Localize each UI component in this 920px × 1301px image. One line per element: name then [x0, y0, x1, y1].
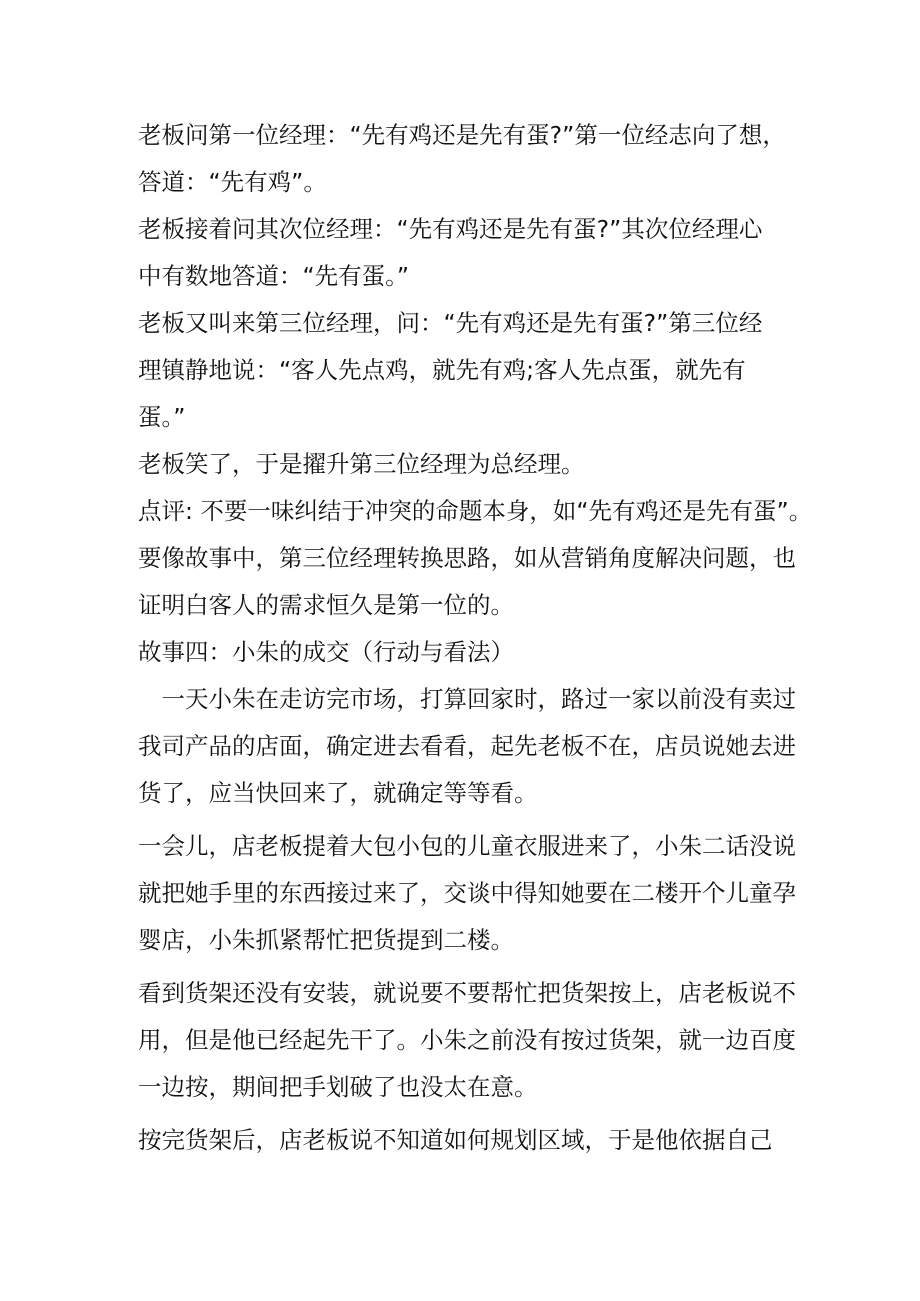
- text-line: 就把她手里的东西接过来了，交谈中得知她要在二楼开个儿童孕: [138, 879, 796, 907]
- text-line: 老板又叫来第三位经理，问：“先有鸡还是先有蛋?”第三位经: [138, 309, 763, 337]
- document-body: [138, 112, 813, 1164]
- text-line: 按完货架后，店老板说不知道如何规划区域，于是他依据自己: [138, 1126, 773, 1154]
- text-line: 我司产品的店面，确定进去看看，起先老板不在，店员说她去进: [138, 732, 796, 760]
- section-heading: 故事四：小朱的成交（行动与看法）: [138, 638, 514, 666]
- text-line: 答道：“先有鸡”。: [138, 168, 327, 196]
- text-line: 老板笑了，于是擢升第三位经理为总经理。: [138, 450, 585, 478]
- text-line: 货了，应当快回来了，就确定等等看。: [138, 779, 538, 807]
- text-line: 要像故事中，第三位经理转换思路，如从营销角度解决问题，也: [138, 544, 796, 572]
- text-line: 用，但是他已经起先干了。小朱之前没有按过货架，就一边百度: [138, 1026, 796, 1054]
- text-line: 一边按，期间把手划破了也没太在意。: [138, 1073, 538, 1101]
- text-line: 老板问第一位经理：“先有鸡还是先有蛋?”第一位经志向了想，: [138, 121, 786, 149]
- text-line: 中有数地答道：“先有蛋。”: [138, 262, 410, 290]
- text-line: 老板接着问其次位经理：“先有鸡还是先有蛋?”其次位经理心: [138, 215, 763, 243]
- text-line: 一会儿，店老板提着大包小包的儿童衣服进来了，小朱二话没说: [138, 832, 796, 860]
- text-line: 证明白客人的需求恒久是第一位的。: [138, 591, 514, 619]
- text-line: 理镇静地说：“客人先点鸡，就先有鸡;客人先点蛋，就先有: [138, 356, 746, 384]
- text-line: 蛋。”: [138, 403, 186, 431]
- text-line: 婴店，小朱抓紧帮忙把货提到二楼。: [138, 926, 514, 954]
- text-line: 一天小朱在走访完市场，打算回家时，路过一家以前没有卖过: [138, 685, 796, 713]
- text-line: 看到货架还没有安装，就说要不要帮忙把货架按上，店老板说不: [138, 979, 796, 1007]
- text-line: 点评: 不要一味纠结于冲突的命题本身，如“先有鸡还是先有蛋”。: [138, 497, 813, 525]
